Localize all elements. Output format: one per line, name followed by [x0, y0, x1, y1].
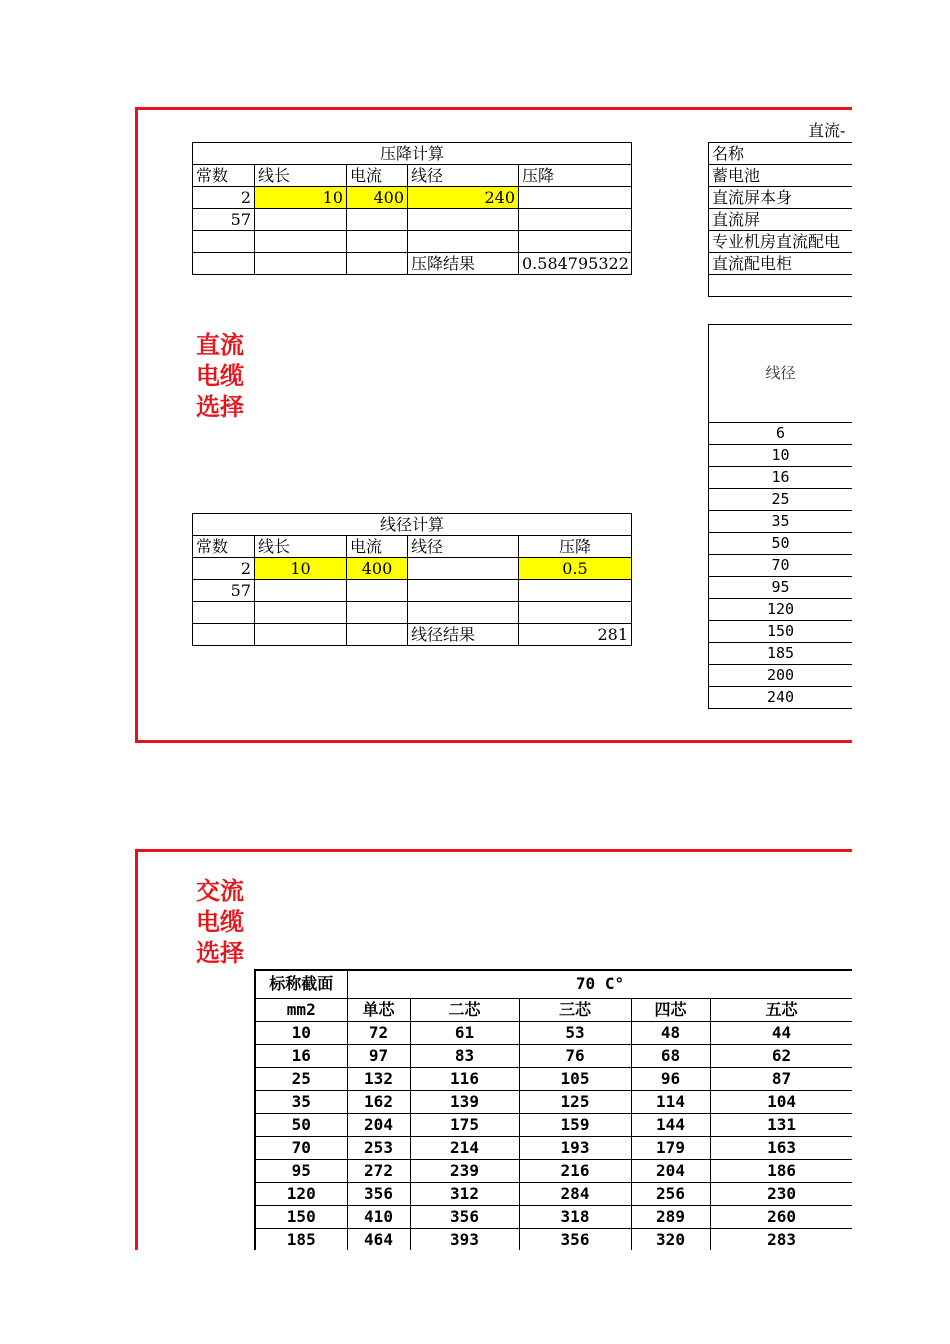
ampacity-cell[interactable]: 97 [347, 1044, 410, 1067]
ampacity-cell[interactable]: 179 [631, 1136, 710, 1159]
ampacity-cell[interactable]: 163 [710, 1136, 852, 1159]
cell-empty[interactable] [255, 231, 347, 253]
gauge-value[interactable]: 200 [709, 665, 853, 687]
cell-constant-value[interactable]: 2 [193, 558, 255, 580]
ampacity-cell[interactable]: 239 [410, 1159, 519, 1182]
input-drop[interactable]: 0.5 [519, 558, 632, 580]
gauge-header: 线径 [709, 325, 853, 423]
dc-side-title: 直流- [808, 121, 846, 140]
header-current: 电流 [347, 536, 408, 558]
cell-empty[interactable] [519, 580, 632, 602]
ampacity-cell[interactable]: 312 [410, 1182, 519, 1205]
cell-empty[interactable] [255, 580, 347, 602]
ampacity-cell[interactable]: 105 [519, 1067, 631, 1090]
cell-empty[interactable] [193, 602, 255, 624]
core-header: 二芯 [410, 998, 519, 1021]
cell-empty[interactable] [408, 209, 519, 231]
ampacity-cell[interactable]: 83 [410, 1044, 519, 1067]
cell-empty[interactable] [347, 602, 408, 624]
ampacity-cell[interactable]: 284 [519, 1182, 631, 1205]
ampacity-cell[interactable]: 87 [710, 1067, 852, 1090]
ampacity-cell[interactable]: 125 [519, 1090, 631, 1113]
cell-constant-value[interactable]: 57 [193, 209, 255, 231]
ampacity-cell[interactable]: 410 [347, 1205, 410, 1228]
cell-empty[interactable] [519, 231, 632, 253]
table-row [255, 1113, 852, 1136]
ampacity-cell[interactable]: 175 [410, 1113, 519, 1136]
ampacity-cell[interactable]: 356 [410, 1205, 519, 1228]
section-size-cell[interactable]: 120 [255, 1182, 347, 1205]
ampacity-cell[interactable]: 193 [519, 1136, 631, 1159]
input-gauge[interactable]: 240 [408, 187, 519, 209]
cell-empty[interactable] [193, 231, 255, 253]
input-current[interactable]: 400 [347, 187, 408, 209]
ampacity-cell[interactable]: 356 [347, 1182, 410, 1205]
table-row [255, 1205, 852, 1228]
header-constant: 常数 [193, 165, 255, 187]
ampacity-cell[interactable]: 256 [631, 1182, 710, 1205]
section-size-cell[interactable]: 16 [255, 1044, 347, 1067]
ampacity-cell[interactable]: 260 [710, 1205, 852, 1228]
table-row [255, 1090, 852, 1113]
ampacity-cell[interactable]: 159 [519, 1113, 631, 1136]
nominal-section-header: 标称截面 [255, 970, 347, 998]
header-gauge: 线径 [408, 536, 519, 558]
ampacity-cell[interactable]: 230 [710, 1182, 852, 1205]
section-size-cell[interactable]: 10 [255, 1021, 347, 1044]
section-size-cell[interactable]: 25 [255, 1067, 347, 1090]
name-item[interactable]: 直流屏本身 [709, 187, 853, 209]
cell-empty[interactable] [408, 231, 519, 253]
ampacity-cell[interactable]: 318 [519, 1205, 631, 1228]
core-header: 四芯 [631, 998, 710, 1021]
cell-empty[interactable] [408, 580, 519, 602]
section-size-cell[interactable]: 150 [255, 1205, 347, 1228]
ac-heading: 交流电缆选择 [196, 877, 244, 967]
name-item[interactable]: 蓄电池 [709, 165, 853, 187]
voltage-drop-title: 压降计算 [193, 143, 632, 165]
ampacity-cell[interactable]: 393 [410, 1228, 519, 1250]
table-row [255, 1021, 852, 1044]
ampacity-cell[interactable]: 139 [410, 1090, 519, 1113]
ampacity-cell[interactable]: 62 [710, 1044, 852, 1067]
unit-header: mm2 [255, 998, 347, 1021]
voltage-drop-table [192, 142, 632, 275]
name-item[interactable] [709, 275, 853, 297]
ampacity-cell[interactable]: 253 [347, 1136, 410, 1159]
header-length: 线长 [255, 536, 347, 558]
drop-result-label: 压降结果 [408, 253, 519, 275]
gauge-value[interactable]: 150 [709, 621, 853, 643]
gauge-value[interactable]: 240 [709, 687, 853, 709]
name-item[interactable]: 直流屏 [709, 209, 853, 231]
cell-empty[interactable] [347, 624, 408, 646]
ampacity-cell[interactable]: 131 [710, 1113, 852, 1136]
drop-result-value[interactable]: 0.584795322 [519, 253, 632, 275]
ampacity-cell[interactable]: 214 [410, 1136, 519, 1159]
table-row [255, 1182, 852, 1205]
section-size-cell[interactable]: 50 [255, 1113, 347, 1136]
ampacity-cell[interactable]: 464 [347, 1228, 410, 1250]
cell-empty[interactable] [193, 253, 255, 275]
core-header: 单芯 [347, 998, 410, 1021]
gauge-value[interactable]: 25 [709, 489, 853, 511]
ampacity-cell[interactable]: 144 [631, 1113, 710, 1136]
ampacity-cell[interactable]: 104 [710, 1090, 852, 1113]
input-current[interactable]: 400 [347, 558, 408, 580]
ampacity-cell[interactable]: 53 [519, 1021, 631, 1044]
ampacity-cell[interactable]: 96 [631, 1067, 710, 1090]
header-constant: 常数 [193, 536, 255, 558]
table-row [255, 1136, 852, 1159]
cell-empty[interactable] [255, 624, 347, 646]
ampacity-cell[interactable]: 204 [347, 1113, 410, 1136]
table-row [255, 1228, 852, 1250]
cell-empty[interactable] [255, 209, 347, 231]
cell-empty[interactable] [255, 602, 347, 624]
ampacity-cell[interactable]: 289 [631, 1205, 710, 1228]
header-drop: 压降 [519, 165, 632, 187]
table-row [255, 1067, 852, 1090]
cell-empty[interactable] [347, 580, 408, 602]
header-length: 线长 [255, 165, 347, 187]
cell-empty[interactable] [408, 602, 519, 624]
ampacity-cell[interactable]: 283 [710, 1228, 852, 1250]
gauge-value[interactable]: 10 [709, 445, 853, 467]
core-header: 五芯 [710, 998, 852, 1021]
section-size-cell[interactable]: 95 [255, 1159, 347, 1182]
size-result-label: 线径结果 [408, 624, 519, 646]
ampacity-cell[interactable]: 272 [347, 1159, 410, 1182]
ampacity-cell[interactable]: 320 [631, 1228, 710, 1250]
ampacity-cell[interactable]: 114 [631, 1090, 710, 1113]
cell-empty[interactable] [347, 253, 408, 275]
ampacity-cell[interactable]: 48 [631, 1021, 710, 1044]
cell-empty[interactable] [408, 558, 519, 580]
ampacity-cell[interactable]: 44 [710, 1021, 852, 1044]
ampacity-cell[interactable]: 61 [410, 1021, 519, 1044]
cell-empty[interactable] [519, 602, 632, 624]
cell-constant-value[interactable]: 57 [193, 580, 255, 602]
ampacity-cell[interactable]: 216 [519, 1159, 631, 1182]
size-result-value[interactable]: 281 [519, 624, 632, 646]
gauge-value[interactable]: 35 [709, 511, 853, 533]
section-size-cell[interactable]: 35 [255, 1090, 347, 1113]
ampacity-cell[interactable]: 76 [519, 1044, 631, 1067]
ampacity-cell[interactable]: 356 [519, 1228, 631, 1250]
cell-empty[interactable] [519, 209, 632, 231]
wire-size-table [192, 513, 632, 646]
ampacity-cell[interactable]: 132 [347, 1067, 410, 1090]
name-item[interactable]: 直流配电柜 [709, 253, 853, 275]
cell-empty[interactable] [193, 624, 255, 646]
header-gauge: 线径 [408, 165, 519, 187]
input-length[interactable]: 10 [255, 187, 347, 209]
ampacity-cell[interactable]: 68 [631, 1044, 710, 1067]
gauge-value[interactable]: 6 [709, 423, 853, 445]
core-header: 三芯 [519, 998, 631, 1021]
gauge-table [708, 324, 852, 709]
cell-empty[interactable] [347, 231, 408, 253]
header-drop: 压降 [519, 536, 632, 558]
ampacity-cell[interactable]: 186 [710, 1159, 852, 1182]
table-row [255, 1159, 852, 1182]
gauge-value[interactable]: 95 [709, 577, 853, 599]
gauge-value[interactable]: 185 [709, 643, 853, 665]
ampacity-cell[interactable]: 116 [410, 1067, 519, 1090]
table-row [255, 1044, 852, 1067]
gauge-value[interactable]: 16 [709, 467, 853, 489]
dc-heading: 直流电缆选择 [196, 331, 244, 421]
section-size-cell[interactable]: 185 [255, 1228, 347, 1250]
cell-empty[interactable] [519, 187, 632, 209]
gauge-value[interactable]: 120 [709, 599, 853, 621]
ampacity-cell[interactable]: 162 [347, 1090, 410, 1113]
ac-ampacity-table [254, 969, 852, 1250]
gauge-value[interactable]: 50 [709, 533, 853, 555]
header-current: 电流 [347, 165, 408, 187]
gauge-value[interactable]: 70 [709, 555, 853, 577]
input-length[interactable]: 10 [255, 558, 347, 580]
equipment-name-table [708, 142, 852, 297]
name-item[interactable]: 专业机房直流配电 [709, 231, 853, 253]
ampacity-cell[interactable]: 72 [347, 1021, 410, 1044]
ampacity-cell[interactable]: 204 [631, 1159, 710, 1182]
cell-empty[interactable] [347, 209, 408, 231]
section-size-cell[interactable]: 70 [255, 1136, 347, 1159]
cell-empty[interactable] [255, 253, 347, 275]
cell-constant-value[interactable]: 2 [193, 187, 255, 209]
name-header: 名称 [709, 143, 853, 165]
temperature-header: 70 C° [347, 970, 852, 998]
wire-size-title: 线径计算 [193, 514, 632, 536]
